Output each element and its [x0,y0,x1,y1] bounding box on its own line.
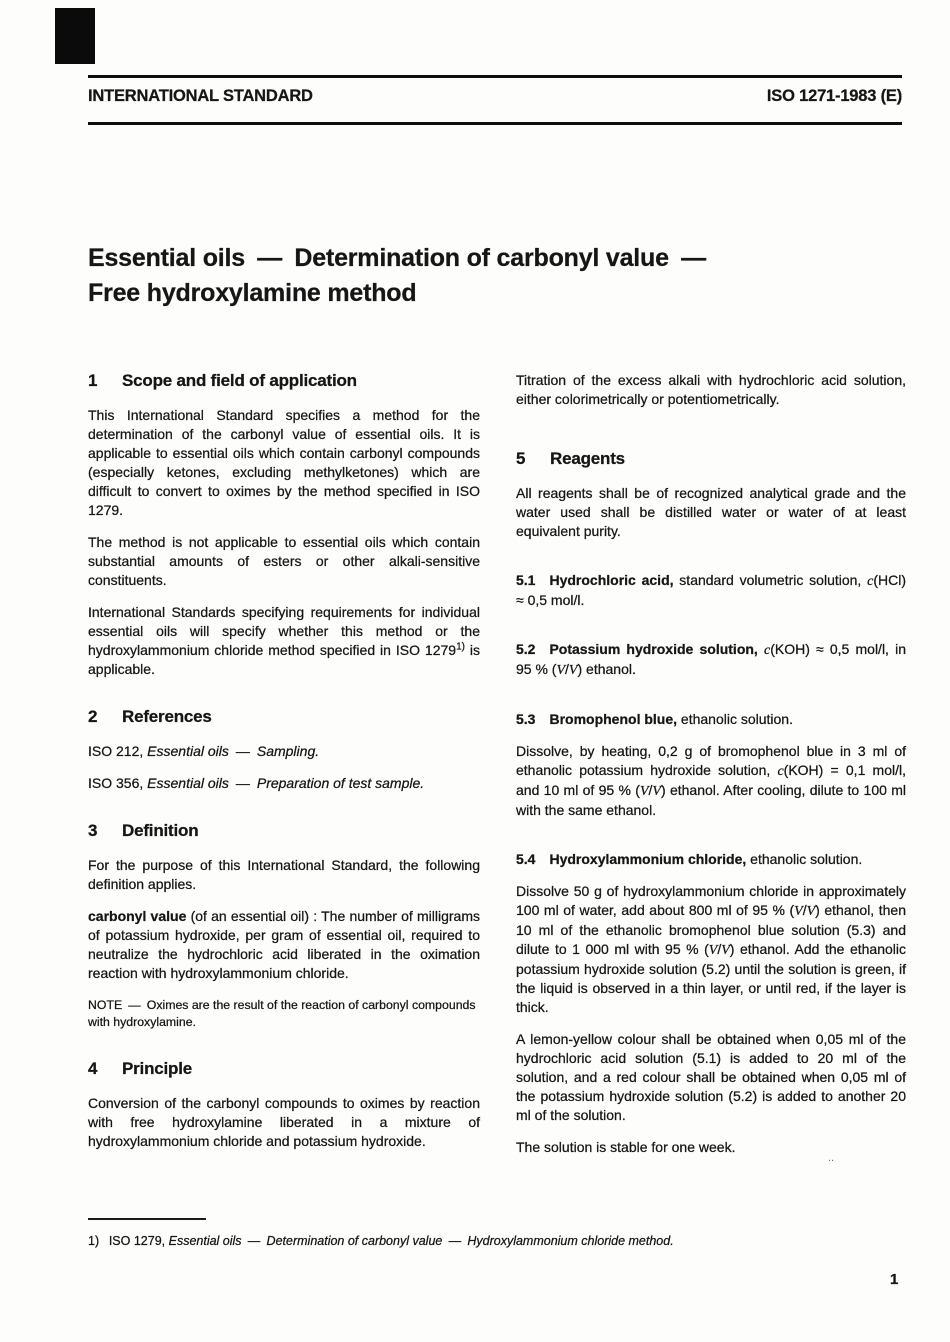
section-5-heading [516,449,906,468]
section-2-heading [88,707,480,726]
header-doc-number: ISO 1271-1983 (E) [766,87,902,105]
carbonyl-value-definition: carbonyl value (of an essential oil) : The number of milligrams of potassium hydroxide, per gram of essential oil, required to neutralize the hydrochloric acid liberated in the oximation reaction with hydroxylammonium chloride. [88,908,481,981]
page-number: 1 [890,1271,899,1288]
footnote [88,1218,878,1250]
right-column [516,371,906,1157]
section-4-heading [88,1059,480,1078]
section-2-title: References [122,707,212,726]
scope-paragraph-1: This International Standard specifies a method for the determination of the carbonyl value of essential oils. It is applicable to essential oils which contain carbonyl compounds (especially ketones, excluding methylketones) which are difficult to convert to oximes by the method specified in ISO 1279. [88,407,480,518]
header-rule-bottom [88,122,902,125]
section-1-heading [88,371,480,390]
section-5-number: 5 [516,449,526,468]
clause-5-2-potassium-hydroxide: 5.2 Potassium hydroxide solution, c(KOH) ≈ 0,5 mol/l, in 95 % (V/V) ethanol. [516,641,906,678]
principle-paragraph-1: Conversion of the carbonyl compounds to oximes by reaction with free hydroxylamine liberated in a mixture of hydroxylammonium chloride and potassium hydroxide. [88,1095,480,1149]
document-title-line2: Free hydroxylamine method [88,279,417,307]
document-title-line1: Essential oils — Determination of carbonyl value — [88,244,706,272]
clause-5-1-hydrochloric-acid: 5.1 Hydrochloric acid, standard volumetric solution, c(HCl) ≈ 0,5 mol/l. [516,572,906,608]
definition-note: NOTE — Oximes are the result of the reaction of carbonyl compounds with hydroxylamine. [88,998,476,1029]
section-4-title: Principle [122,1059,193,1078]
reagents-intro-paragraph: All reagents shall be of recognized analytical grade and the water used shall be distilled water or water of at least equivalent purity. [516,485,906,539]
section-3-title: Definition [122,821,199,840]
document-header [88,87,902,106]
clause-5-3-bromophenol-blue: 5.3 Bromophenol blue, ethanolic solution. [516,711,793,727]
clause-5-4-paragraph-1: Dissolve 50 g of hydroxylammonium chloride in approximately 100 ml of water, add about 800 ml of 95 % (V/V) ethanol, then 10 ml of the ethanolic bromophenol blue solution (5.3) and dilute to 1 000 ml with 95 % (V/V) ethanol. Add the ethanolic potassium hydroxide solution (5.2) until the solution is green, if the liquid is observed in a thin layer, or until red, if the layer is thick. [516,883,906,1015]
footnote-text: 1) ISO 1279, Essential oils — Determination of carbonyl value — Hydroxylammonium chloride method. [88,1234,674,1248]
principle-paragraph-2: Titration of the excess alkali with hydrochloric acid solution, either colorimetrically or potentiometrically. [516,372,906,407]
reference-iso-212: ISO 212, Essential oils — Sampling. [88,743,320,759]
section-3-number: 3 [88,821,98,840]
section-2-number: 2 [88,707,98,726]
header-standard-label: INTERNATIONAL STANDARD [88,87,313,105]
section-5-title: Reagents [550,449,625,468]
clause-5-4-paragraph-3: The solution is stable for one week. [516,1139,736,1155]
document-title [88,241,878,311]
definition-intro-paragraph: For the purpose of this International Standard, the following definition applies. [88,857,480,892]
left-column [88,371,480,1151]
section-1-title: Scope and field of application [122,371,357,390]
clause-5-3-paragraph: Dissolve, by heating, 0,2 g of bromophenol blue in 3 ml of ethanolic potassium hydroxide solution, c(KOH) = 0,1 mol/l, and 10 ml of 95 % (V/V) ethanol. After cooling, dilute to 100 ml with the same ethanol. [516,743,906,818]
section-4-number: 4 [88,1059,98,1078]
header-rule-top [88,75,902,78]
section-1-number: 1 [88,371,98,390]
scope-paragraph-2: The method is not applicable to essential oils which contain substantial amounts of esters or other alkali-sensitive constituents. [88,534,480,588]
clause-5-4-paragraph-2: A lemon-yellow colour shall be obtained when 0,05 ml of the hydrochloric acid solution (5.1) is added to 20 ml of the solution, and a red colour shall be obtained when 0,05 ml of the potassium hydroxide solution (5.2) is added to another 20 ml of the solution. [516,1031,906,1123]
clause-5-4-hydroxylammonium-chloride: 5.4 Hydroxylammonium chloride, ethanolic solution. [516,851,863,867]
reference-iso-356: ISO 356, Essential oils — Preparation of test sample. [88,775,425,791]
footnote-rule [88,1218,206,1220]
scan-corner-mark [55,8,95,64]
scope-paragraph-3: International Standards specifying requirements for individual essential oils will specify whether this method or the hydroxylammonium chloride method specified in ISO 1279$^{1)}$ is applicable. [88,604,481,677]
section-3-heading [88,821,480,840]
scan-artifact-dots: .. [828,1152,835,1164]
